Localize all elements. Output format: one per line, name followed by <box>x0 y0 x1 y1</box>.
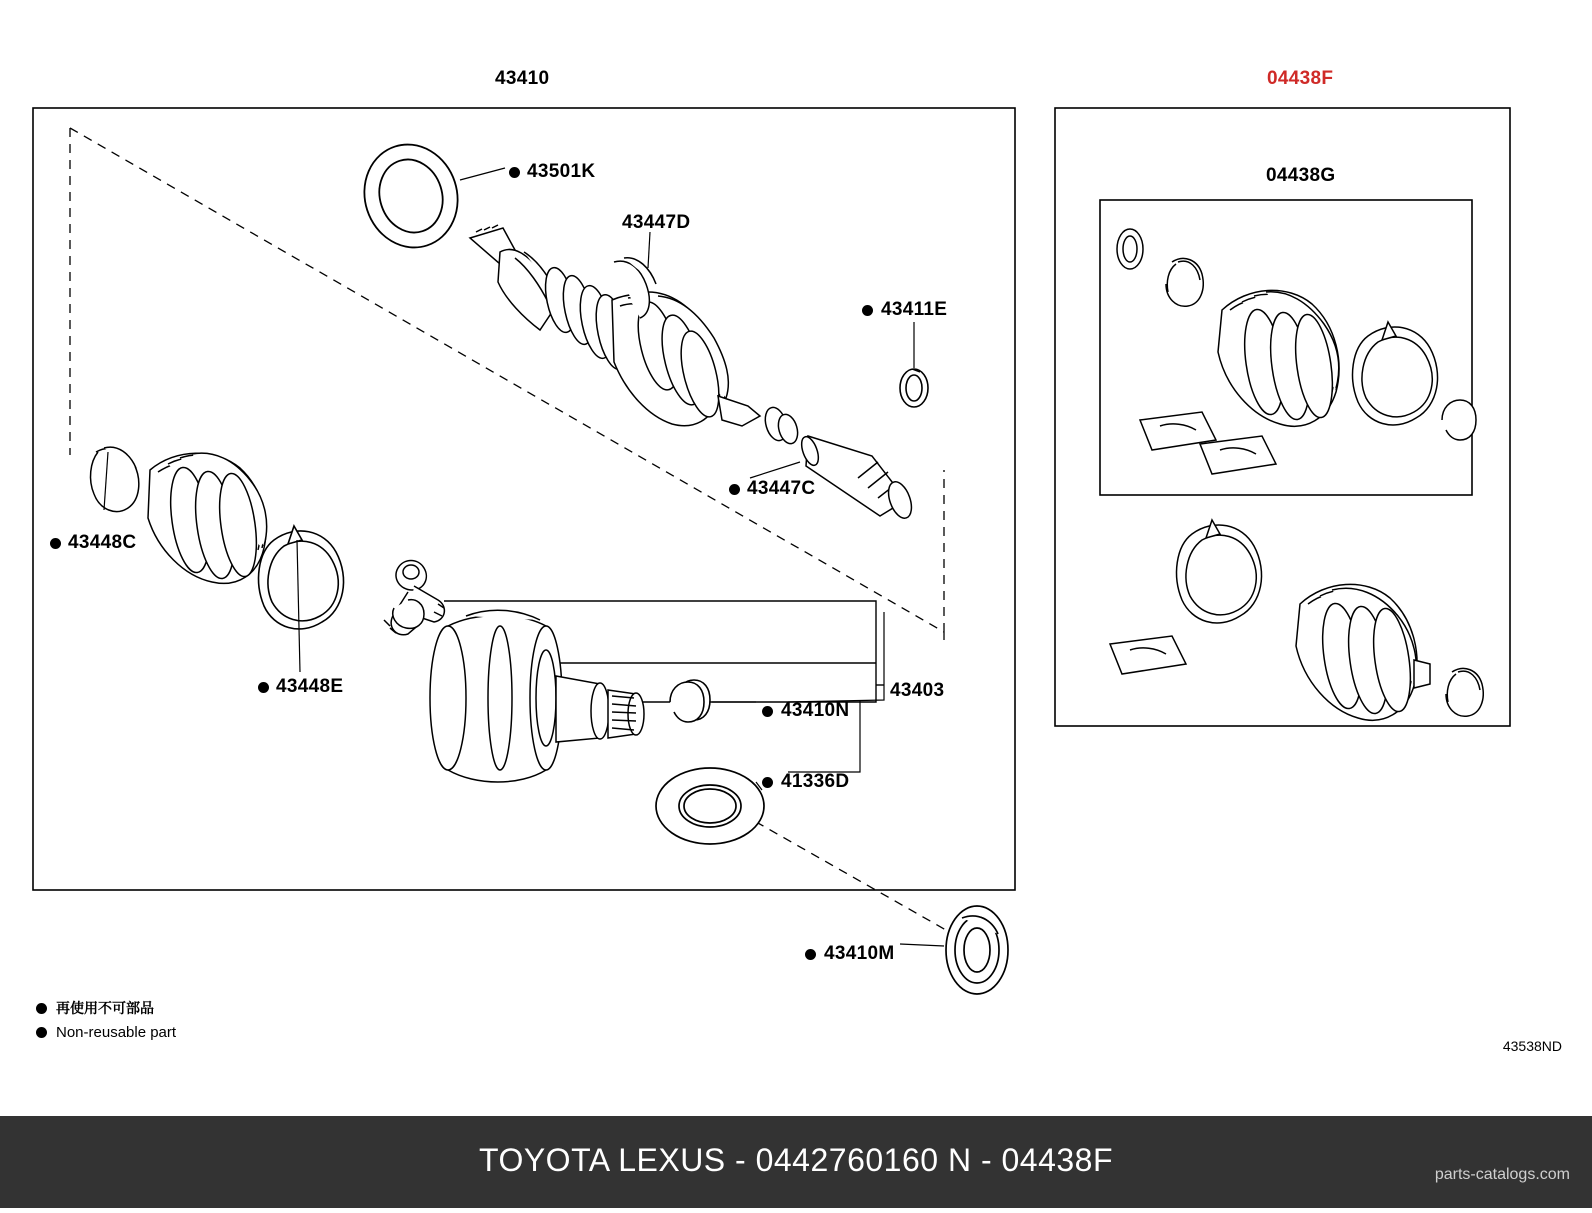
legend <box>36 996 176 1044</box>
group-label-43410: 43410 <box>495 68 550 89</box>
part-label-41336D: 41336D <box>781 771 850 792</box>
nonreusable-dot-43447C <box>729 484 740 495</box>
legend-text-english: Non-reusable part <box>56 1023 177 1041</box>
footer-title: TOYOTA LEXUS - 0442760160 N - 04438F <box>478 1142 1114 1178</box>
diagram-reference-code: 43538ND <box>1502 1038 1562 1054</box>
part-label-43410M: 43410M <box>824 943 895 964</box>
part-label-43501K: 43501K <box>527 161 596 182</box>
nonreusable-dot-43411E <box>862 305 873 316</box>
part-label-43411E: 43411E <box>881 299 948 320</box>
part-label-43448C: 43448C <box>68 532 137 553</box>
part-label-43448E: 43448E <box>276 676 344 697</box>
legend-dot-icon <box>36 1003 47 1014</box>
group-label-04438F: 04438F <box>1267 68 1334 89</box>
nonreusable-dot-43410M <box>805 949 816 960</box>
nonreusable-dot-43410N <box>762 706 773 717</box>
part-label-43447D: 43447D <box>622 212 691 233</box>
nonreusable-dot-43448E <box>258 682 269 693</box>
part-label-43403: 43403 <box>890 680 945 701</box>
nonreusable-dot-43501K <box>509 167 520 178</box>
footer-bar <box>0 1116 1592 1208</box>
nonreusable-dot-41336D <box>762 777 773 788</box>
part-label-43410N: 43410N <box>781 700 850 721</box>
part-label-43447C: 43447C <box>747 478 816 499</box>
group-label-04438G: 04438G <box>1266 165 1336 186</box>
legend-dot-icon-2 <box>36 1027 47 1038</box>
legend-text-japanese: 再使用不可部品 <box>56 1001 154 1017</box>
footer-site-label: parts-catalogs.com <box>1434 1166 1570 1183</box>
nonreusable-dot-43448C <box>50 538 61 549</box>
